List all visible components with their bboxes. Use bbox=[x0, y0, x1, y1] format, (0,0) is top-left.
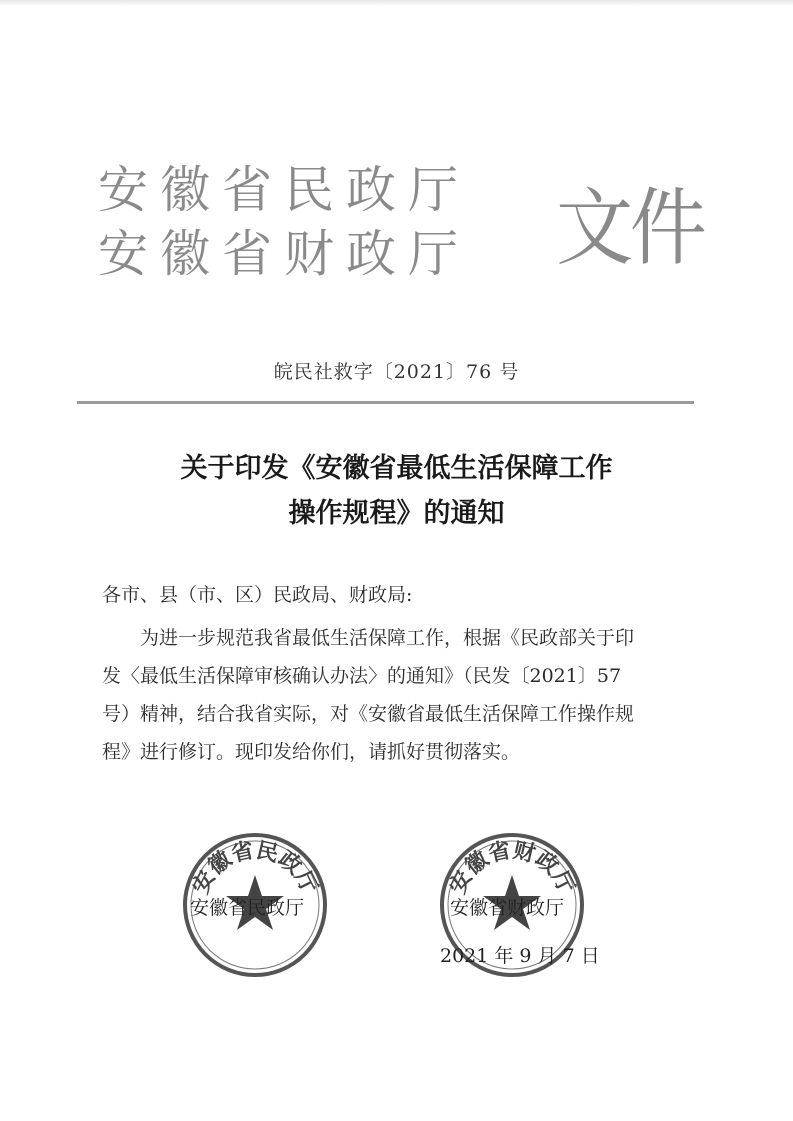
document-number: 皖民社救字〔2021〕76 号 bbox=[273, 361, 520, 383]
header-suffix: 文件 bbox=[556, 179, 704, 277]
title-line-2: 操作规程》的通知 bbox=[288, 498, 505, 529]
issuer-line-1: 安徽省民政厅 bbox=[98, 161, 470, 219]
scan-edge bbox=[0, 0, 793, 6]
signature-org-2: 安徽省财政厅 bbox=[450, 897, 565, 919]
seal-2-arc-text: 安徽省财政厅 bbox=[444, 837, 580, 898]
document-header bbox=[98, 160, 704, 300]
signature-org-1: 安徽省民政厅 bbox=[190, 897, 305, 919]
issue-date: 2021 年 9 月 7 日 bbox=[440, 945, 600, 967]
body-line-4: 程》进行修订。现印发给你们，请抓好贯彻落实。 bbox=[102, 741, 521, 763]
issuer-line-2: 安徽省财政厅 bbox=[98, 225, 470, 283]
title-line-1: 关于印发《安徽省最低生活保障工作 bbox=[180, 453, 613, 484]
seal-1-arc-text: 安徽省民政厅 bbox=[187, 837, 323, 898]
header-divider bbox=[77, 401, 694, 404]
body-line-2: 发〈最低生活保障审核确认办法〉的通知》（民发〔2021〕57 bbox=[102, 665, 622, 687]
body-line-3: 号）精神，结合我省实际，对《安徽省最低生活保障工作操作规 bbox=[102, 703, 635, 725]
salutation: 各市、县（市、区）民政局、财政局: bbox=[102, 584, 413, 606]
body-line-1: 为进一步规范我省最低生活保障工作，根据《民政部关于印 bbox=[102, 627, 635, 649]
